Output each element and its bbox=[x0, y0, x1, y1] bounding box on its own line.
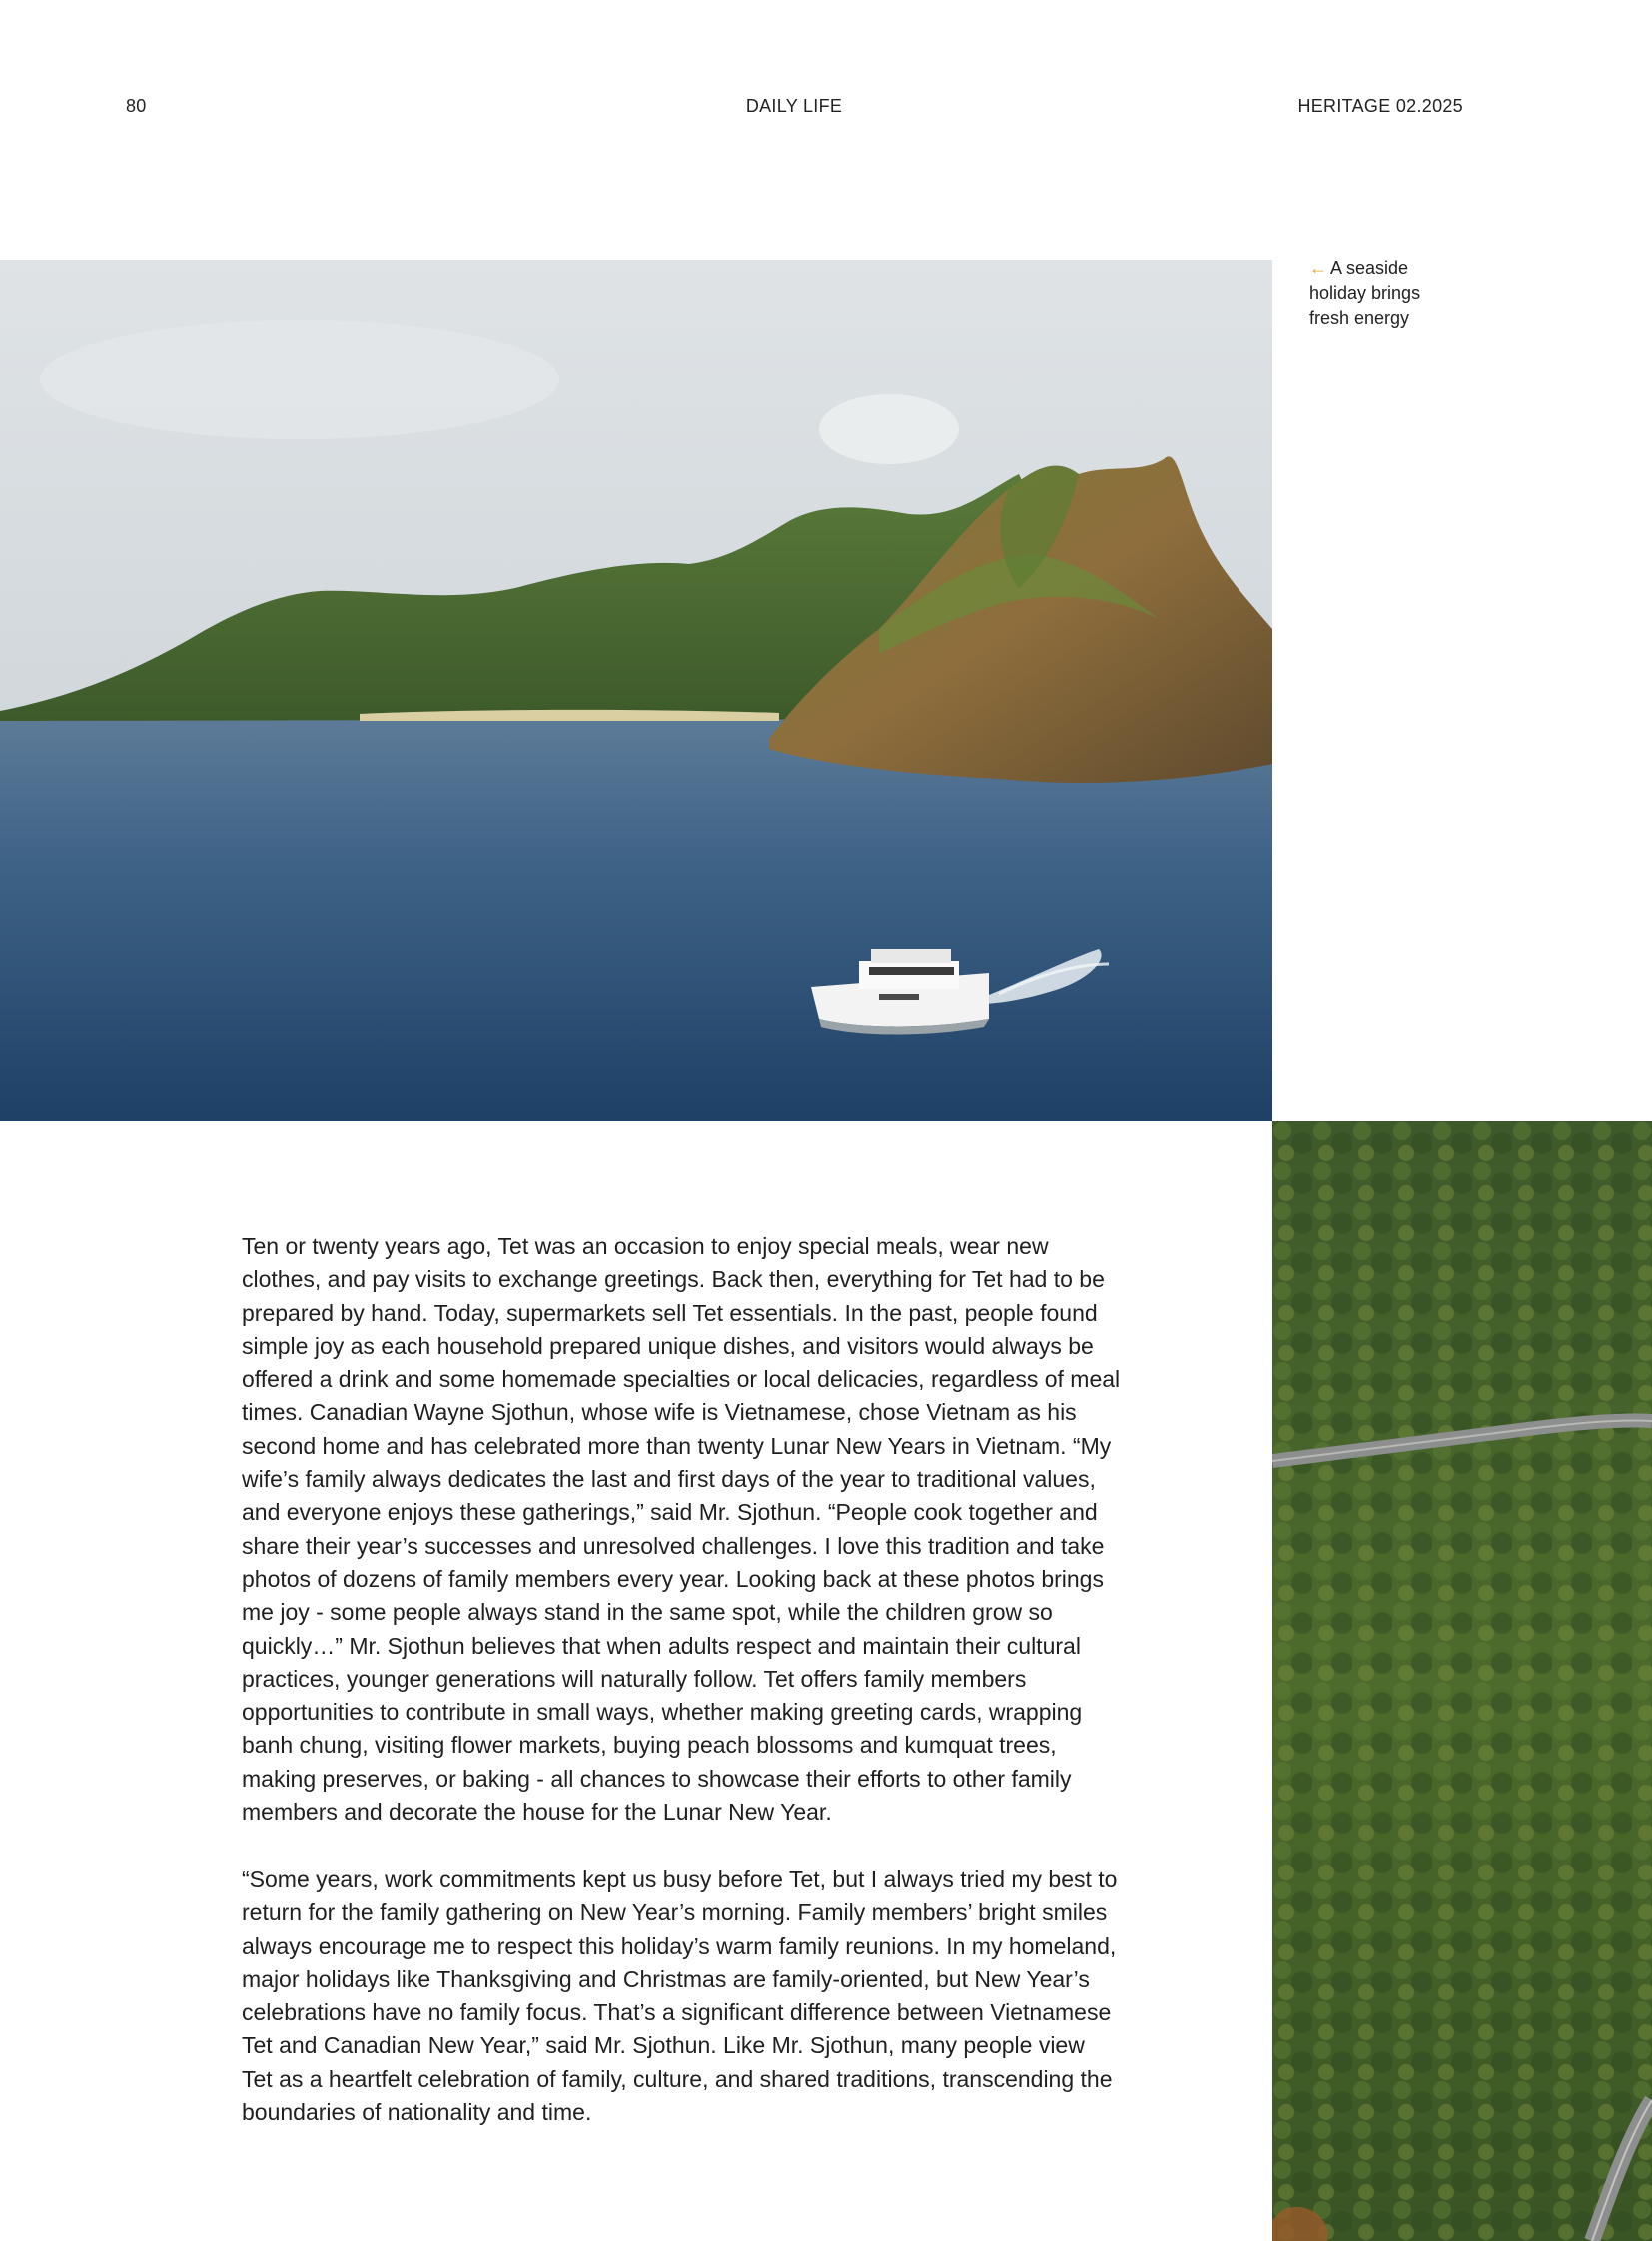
hero-photo bbox=[0, 260, 1272, 1121]
island-seascape-image bbox=[0, 260, 1272, 1121]
forest-road-image bbox=[1272, 1121, 1652, 2241]
article-paragraph-1: Ten or twenty years ago, Tet was an occasion to enjoy special meals, wear new clothes, and pay visits to exchange greetings. Back then, everything for Tet had to be prepared by hand. Today, supermarkets sell Tet essentials. In the past, people found simple joy as each household prepared unique dishes, and visitors would always be offered a drink and some homemade specialties or local delicacies, regardless of meal times. Canadian Wayne Sjothun, whose wife is Vietnamese, chose Vietnam as his second home and has celebrated more than twenty Lunar New Years in Vietnam. “My wife’s family always dedicates the last and first days of the year to traditional values, and everyone enjoys these gatherings,” said Mr. Sjothun. “People cook together and share their year’s successes and unresolved challenges. I love this tradition and take photos of dozens of family members every year. Looking back at these photos brings me joy - some people always stand in the same spot, while the children grow so quickly…” Mr. Sjothun believes that when adults respect and maintain their cultural practices, younger generations will naturally follow. Tet offers family members opportunities to contribute in small ways, whether making greeting cards, wrapping banh chung, visiting flower markets, buying peach blossoms and kumquat trees, making preserves, or baking - all chances to showcase their efforts to other family members and decorate the house for the Lunar New Year. bbox=[242, 1233, 1121, 1826]
photo-caption bbox=[1309, 256, 1459, 331]
arrow-left-icon: ← bbox=[1309, 258, 1327, 278]
caption-text: A seaside holiday brings fresh energy bbox=[1309, 258, 1421, 328]
page-number: 80 bbox=[126, 96, 147, 116]
side-photo bbox=[1272, 1121, 1652, 2241]
issue-label: HERITAGE 02.2025 bbox=[1297, 96, 1463, 116]
section-title: DAILY LIFE bbox=[745, 96, 843, 116]
article-paragraph-2: “Some years, work commitments kept us busy before Tet, but I always tried my best to return for the family gathering on New Year’s morning. Family members’ bright smiles always encourage me to respect this holiday’s warm family reunions. In my homeland, major holidays like Thanksgiving and Christmas are family-oriented, but New Year’s celebrations have no family focus. That’s a significant difference between Vietnamese Tet and Canadian New Year,” said Mr. Sjothun. Like Mr. Sjothun, many people view Tet as a heartfelt celebration of family, culture, and shared traditions, transcending the boundaries of nationality and time. bbox=[242, 1867, 1118, 2126]
